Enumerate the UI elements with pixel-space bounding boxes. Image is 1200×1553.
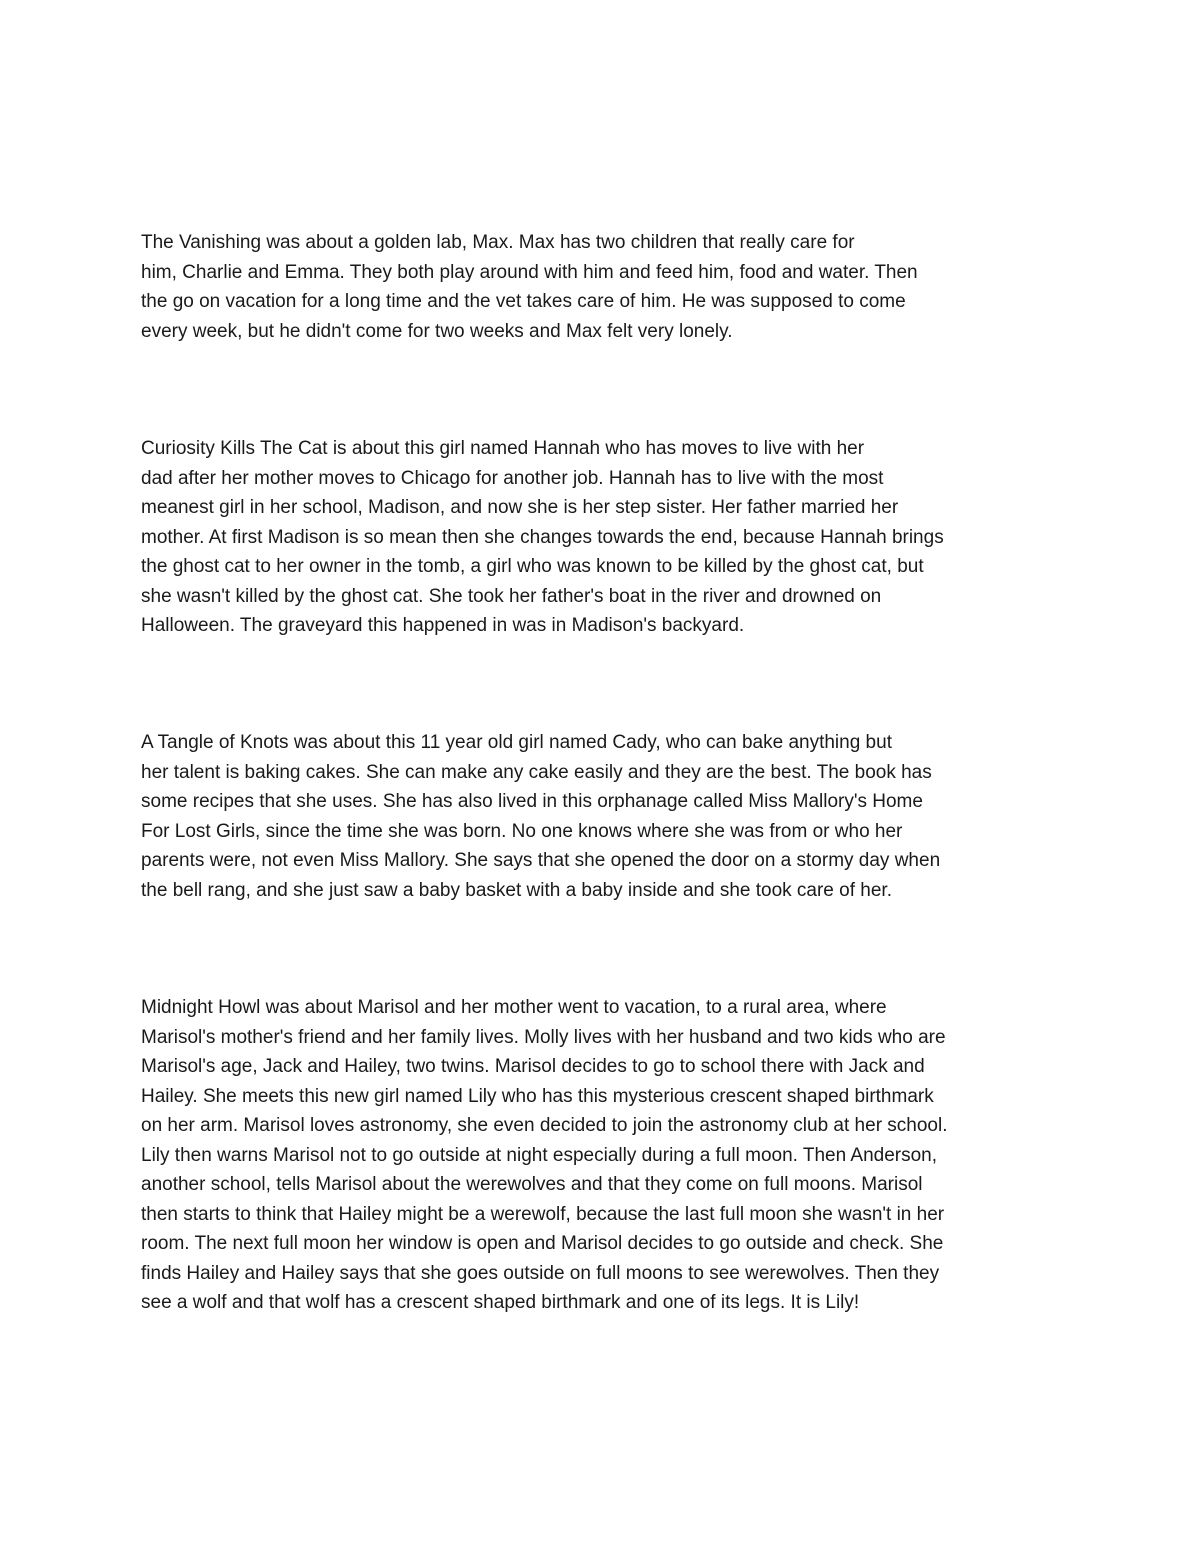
paragraph-a-tangle-of-knots: A Tangle of Knots was about this 11 year old girl named Cady, who can bake anything but her talent is baking cakes. She can make any cake easily and they are the best. The book has some recipes that she uses. She has also lived in this orphanage called Miss Mallory's Home For Lost Girls, since the time she was born. No one knows where she was from or who her parents were, not even Miss Mallory. She says that she opened the door on a stormy day when the bell rang, and she just saw a baby basket with a baby inside and she took care of her. bbox=[141, 732, 941, 901]
paragraph-curiosity-kills-the-cat: Curiosity Kills The Cat is about this girl named Hannah who has moves to live with her dad after her mother moves to Chicago for another job. Hannah has to live with the most meanest girl in her school, Madison, and now she is her step sister. Her father married her mother. At first Madison is so mean then she changes towards the end, because Hannah brings the ghost cat to her owner in the tomb, a girl who was known to be killed by the ghost cat, but she wasn't killed by the ghost cat. She took her father's boat in the river and drowned on Halloween. The graveyard this happened in was in Madison's backyard. bbox=[141, 438, 944, 636]
paragraph-midnight-howl: Midnight Howl was about Marisol and her mother went to vacation, to a rural area, where Marisol's mother's friend and her family lives. Molly lives with her husband and two kids who are Marisol's age, Jack and Hailey, two twins. Marisol decides to go to school there with Jack and Hailey. She meets this new girl named Lily who has this mysterious crescent shaped birthmark on her arm. Marisol loves astronomy, she even decided to join the astronomy club at her school. Lily then warns Marisol not to go outside at night especially during a full moon. Then Anderson, another school, tells Marisol about the werewolves and that they come on full moons. Marisol then starts to think that Hailey might be a werewolf, because the last full moon she wasn't in her room. The next full moon her window is open and Marisol decides to go outside and check. She finds Hailey and Hailey says that she goes outside on full moons to see werewolves. Then they see a wolf and that wolf has a crescent shaped birthmark and one of its legs. It is Lily! bbox=[141, 997, 948, 1313]
paragraph-the-vanishing: The Vanishing was about a golden lab, Max. Max has two children that really care for him, Charlie and Emma. They both play around with him and feed him, food and water. Then the go on vacation for a long time and the vet takes care of him. He was supposed to come every week, but he didn't come for two weeks and Max felt very lonely. bbox=[141, 232, 918, 342]
